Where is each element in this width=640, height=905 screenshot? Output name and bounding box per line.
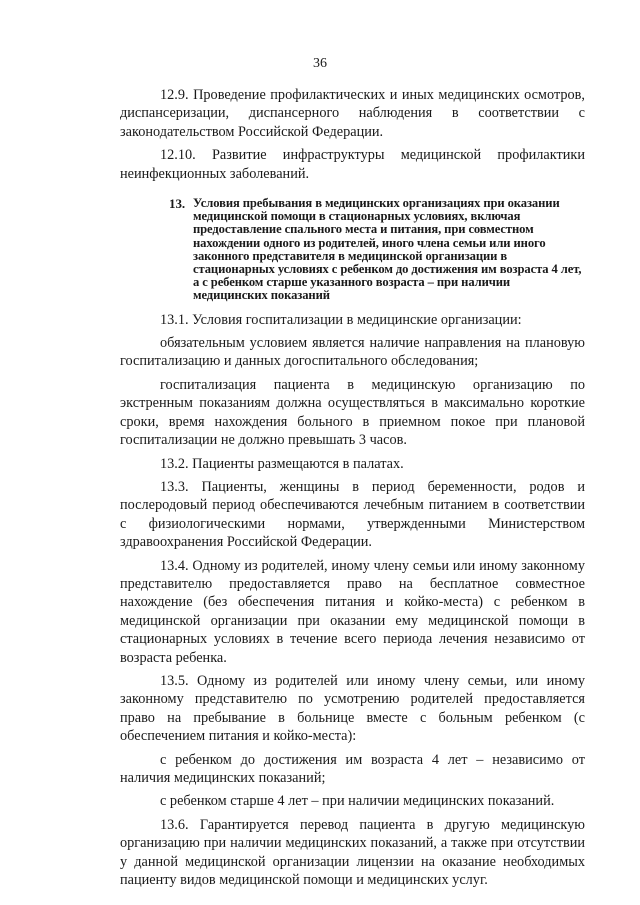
paragraph-12-10: 12.10. Развитие инфраструктуры медицинской профилактики неинфекционных заболеваний.	[120, 147, 585, 182]
paragraph-12-9: 12.9. Проведение профилактических и иных медицинских осмотров, диспансеризации, диспансерного наблюдения в соответствии с законодательством Российской Федерации.	[120, 87, 585, 140]
paragraph-13-2: 13.2. Пациенты размещаются в палатах.	[160, 455, 404, 472]
page-number: 36	[313, 56, 327, 71]
paragraph-13-1: 13.1. Условия госпитализации в медицинские организации:	[160, 311, 522, 328]
section-title: Условия пребывания в медицинских организациях при оказании медицинской помощи в стационарных условиях, включая предоставление спального места и питания, при совместном нахождении одного из родителей, иного члена семьи или иного законного представителя в медицинской организации в стационарных условиях с ребенком до достижения им возраста 4 лет, а с ребенком старше указанного возраста – при наличии медицинских показаний	[193, 196, 582, 303]
paragraph-13-1-b: госпитализация пациента в медицинскую организацию по экстренным показаниям должна осуществляться в максимально короткие сроки, время нахождения больного в приемном покое при плановой госпитализации не должно превышать 3 часов.	[120, 376, 585, 449]
paragraph-13-5-b: с ребенком старше 4 лет – при наличии медицинских показаний.	[160, 793, 555, 810]
paragraph-13-1-a: обязательным условием является наличие направления на плановую госпитализацию и данных догоспитального обследования;	[120, 335, 585, 370]
section-13-heading	[120, 197, 585, 303]
paragraph-13-6: 13.6. Гарантируется перевод пациента в другую медицинскую организацию при наличии медицинских показаний, а также при отсутствии у данной медицинской организации лицензии на оказание необходимых пациенту видов медицинской помощи и медицинских услуг.	[120, 816, 585, 889]
section-number: 13.	[169, 196, 185, 212]
paragraph-13-4: 13.4. Одному из родителей, иному члену семьи или иному законному представителю предоставляется право на бесплатное совместное нахождение (без обеспечения питания и койко-места) с ребенком в медицинской организации при оказании ему медицинской помощи в стационарных условиях в течение всего периода лечения независимо от возраста ребенка.	[120, 557, 585, 666]
paragraph-13-5-a: с ребенком до достижения им возраста 4 лет – независимо от наличия медицинских показаний;	[120, 751, 585, 786]
paragraph-13-3: 13.3. Пациенты, женщины в период беременности, родов и послеродовый период обеспечиваются лечебным питанием в соответствии с физиологическими нормами, утвержденными Министерством здравоохранения Российской Федерации.	[120, 478, 585, 551]
paragraph-13-5: 13.5. Одному из родителей или иному члену семьи, или иному законному представителю по усмотрению родителей предоставляется право на пребывание в больнице вместе с больным ребенком (с обеспечением питания и койко-места):	[120, 672, 585, 745]
document-body	[120, 86, 585, 894]
